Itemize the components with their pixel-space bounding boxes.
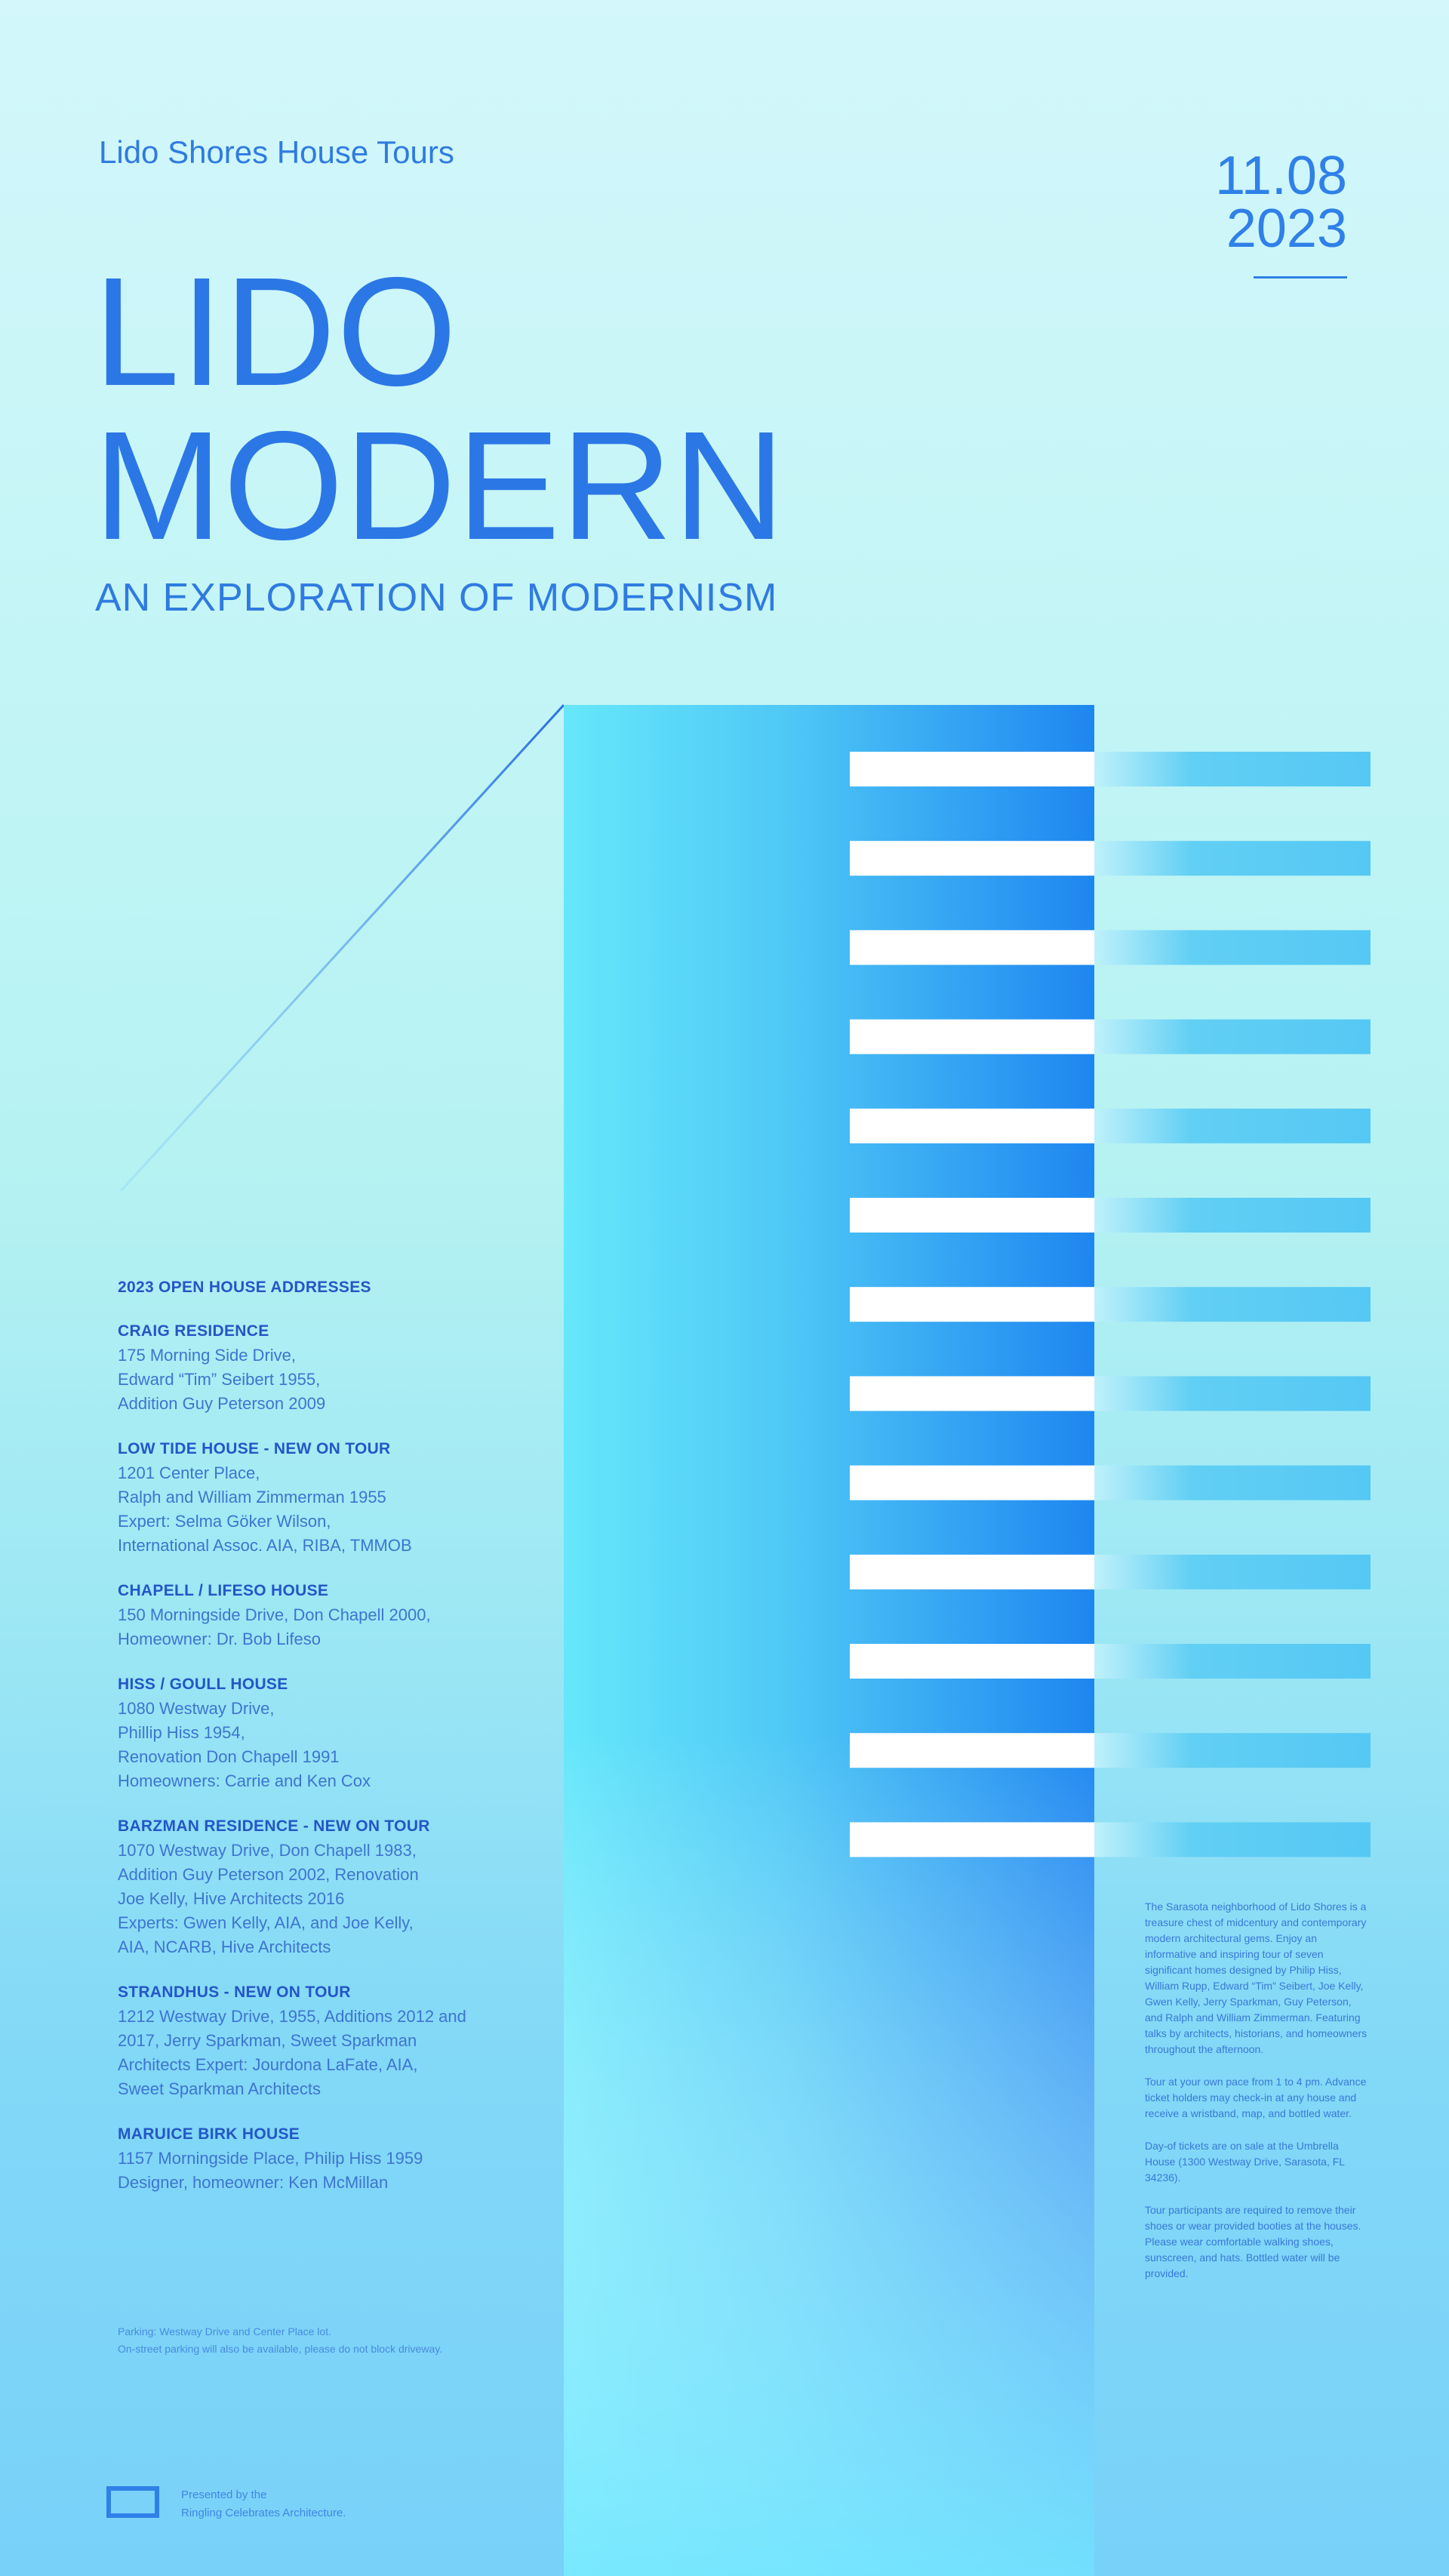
stripe-blue bbox=[1094, 1376, 1371, 1411]
address-item-line: Phillip Hiss 1954, bbox=[118, 1723, 245, 1742]
poster-subtitle: AN EXPLORATION OF MODERNISM bbox=[95, 576, 778, 620]
address-list bbox=[118, 1276, 525, 2216]
stripe-white bbox=[850, 1198, 1094, 1233]
info-paragraph-schedule: Tour at your own pace from 1 to 4 pm. Advance ticket holders may check-in at any house and receive a wristband, map, and bottled water. bbox=[1145, 2076, 1367, 2119]
address-item-name: BARZMAN RESIDENCE - NEW ON TOUR bbox=[118, 1817, 430, 1835]
address-item-line: 1157 Morningside Place, Philip Hiss 1959 bbox=[118, 2149, 423, 2168]
address-item-line: 175 Morning Side Drive, bbox=[118, 1346, 297, 1365]
address-item-name: MARUICE BIRK HOUSE bbox=[118, 2125, 300, 2143]
parking-note-line-2: On-street parking will also be available, please do not block driveway. bbox=[118, 2343, 443, 2355]
stripe-white bbox=[850, 930, 1094, 965]
stripe-blue bbox=[1094, 1109, 1371, 1143]
stripe-blue bbox=[1094, 1644, 1371, 1679]
presented-by-line-1: Presented by the bbox=[181, 2488, 267, 2501]
stripe-blue bbox=[1094, 1733, 1371, 1768]
stripe-white bbox=[850, 1822, 1094, 1857]
tower-column-fade bbox=[564, 705, 1094, 2576]
address-item-line: 150 Morningside Drive, Don Chapell 2000, bbox=[118, 1605, 431, 1624]
address-item-line: International Assoc. AIA, RIBA, TMMOB bbox=[118, 1536, 412, 1555]
address-item-line: Experts: Gwen Kelly, AIA, and Joe Kelly, bbox=[118, 1913, 414, 1932]
address-item bbox=[118, 1673, 525, 1793]
address-item-name: HISS / GOULL HOUSE bbox=[118, 1676, 288, 1693]
presented-by-line-2: Ringling Celebrates Architecture. bbox=[181, 2507, 346, 2519]
address-item bbox=[118, 1437, 525, 1558]
address-item bbox=[118, 2122, 525, 2195]
address-item-line: 1212 Westway Drive, 1955, Additions 2012 and bbox=[118, 2007, 466, 2026]
stripe-blue bbox=[1094, 752, 1371, 786]
parking-note-line-1: Parking: Westway Drive and Center Place lot. bbox=[118, 2325, 331, 2337]
stripe-white bbox=[850, 1466, 1094, 1500]
stripe-blue bbox=[1094, 1555, 1371, 1590]
stripe-white bbox=[850, 1555, 1094, 1590]
poster-title-line-1: LIDO bbox=[94, 245, 458, 418]
address-item bbox=[118, 1814, 525, 1959]
stripe-blue bbox=[1094, 1822, 1371, 1857]
stripe-white bbox=[850, 841, 1094, 876]
diagonal-line bbox=[121, 705, 564, 1191]
address-item-line: Ralph and William Zimmerman 1955 bbox=[118, 1488, 386, 1507]
address-item-line: Expert: Selma Göker Wilson, bbox=[118, 1512, 331, 1531]
stripe-white bbox=[850, 1376, 1094, 1411]
address-item-line: Edward “Tim” Seibert 1955, bbox=[118, 1370, 321, 1389]
address-item-line: 1070 Westway Drive, Don Chapell 1983, bbox=[118, 1841, 417, 1860]
info-paragraph-tickets: Day-of tickets are on sale at the Umbrella House (1300 Westway Drive, Sarasota, FL 34236). bbox=[1145, 2140, 1345, 2184]
address-item-line: 2017, Jerry Sparkman, Sweet Sparkman bbox=[118, 2031, 417, 2050]
stripe-white bbox=[850, 1287, 1094, 1322]
info-paragraph-intro: The Sarasota neighborhood of Lido Shores is a treasure chest of midcentury and contemporary modern architectural gems. Enjoy an informative and inspiring tour of seven significant homes designed by Philip Hiss, William Rupp, Edward “Tim” Seibert, Joe Kelly, Gwen Kelly, Jerry Sparkman, Guy Peterson, and Ralph and William Zimmerman. Featuring talks by architects, historians, and homeowners throughout the afternoon. bbox=[1145, 1900, 1367, 2055]
stripe-blue bbox=[1094, 1466, 1371, 1500]
address-item-name: STRANDHUS - NEW ON TOUR bbox=[118, 1984, 351, 2001]
info-paragraph-requirements: Tour participants are required to remove their shoes or wear provided booties at the houses. Please wear comfortable walking shoes, sunscreen, and hats. Bottled water will be provided. bbox=[1145, 2204, 1361, 2279]
address-item-line: 1080 Westway Drive, bbox=[118, 1699, 275, 1718]
stripe-white bbox=[850, 1109, 1094, 1143]
event-date-day-month: 11.08 bbox=[1215, 146, 1347, 206]
stripe-blue bbox=[1094, 1198, 1371, 1233]
stripe-blue bbox=[1094, 841, 1371, 876]
address-item-name: CRAIG RESIDENCE bbox=[118, 1322, 269, 1340]
parking-note bbox=[118, 2323, 442, 2358]
address-item-line: Sweet Sparkman Architects bbox=[118, 2079, 321, 2098]
stripe-white bbox=[850, 752, 1094, 786]
address-item-line: Homeowners: Carrie and Ken Cox bbox=[118, 1771, 371, 1790]
presented-by bbox=[181, 2486, 346, 2522]
address-item-line: Renovation Don Chapell 1991 bbox=[118, 1747, 340, 1766]
address-item-line: Designer, homeowner: Ken McMillan bbox=[118, 2173, 389, 2192]
stripe-white bbox=[850, 1733, 1094, 1768]
address-item bbox=[118, 1980, 525, 2101]
stripe-blue bbox=[1094, 1287, 1371, 1322]
address-item bbox=[118, 1579, 525, 1651]
presenter-logo-icon bbox=[106, 2486, 159, 2518]
stripe-blue bbox=[1094, 930, 1371, 965]
address-item-name: LOW TIDE HOUSE - NEW ON TOUR bbox=[118, 1440, 391, 1457]
address-item-line: Architects Expert: Jourdona LaFate, AIA, bbox=[118, 2055, 418, 2074]
stripe-blue bbox=[1094, 1020, 1371, 1054]
address-list-heading: 2023 OPEN HOUSE ADDRESSES bbox=[118, 1279, 371, 1296]
address-item bbox=[118, 1319, 525, 1416]
address-item-line: Joe Kelly, Hive Architects 2016 bbox=[118, 1889, 345, 1908]
stripe-white bbox=[850, 1020, 1094, 1054]
tour-series-name: Lido Shores House Tours bbox=[99, 134, 454, 170]
address-item-line: Addition Guy Peterson 2002, Renovation bbox=[118, 1865, 419, 1884]
address-item-name: CHAPELL / LIFESO HOUSE bbox=[118, 1582, 329, 1599]
address-item-line: AIA, NCARB, Hive Architects bbox=[118, 1937, 331, 1956]
poster-title-line-2: MODERN bbox=[94, 399, 786, 572]
tour-info bbox=[1145, 1899, 1368, 2298]
address-item-line: Homeowner: Dr. Bob Lifeso bbox=[118, 1630, 321, 1648]
stripe-white bbox=[850, 1644, 1094, 1679]
address-item-line: Addition Guy Peterson 2009 bbox=[118, 1394, 326, 1413]
address-item-line: 1201 Center Place, bbox=[118, 1463, 260, 1482]
event-date-year: 2023 bbox=[1226, 199, 1347, 259]
address-items bbox=[118, 1319, 525, 2195]
